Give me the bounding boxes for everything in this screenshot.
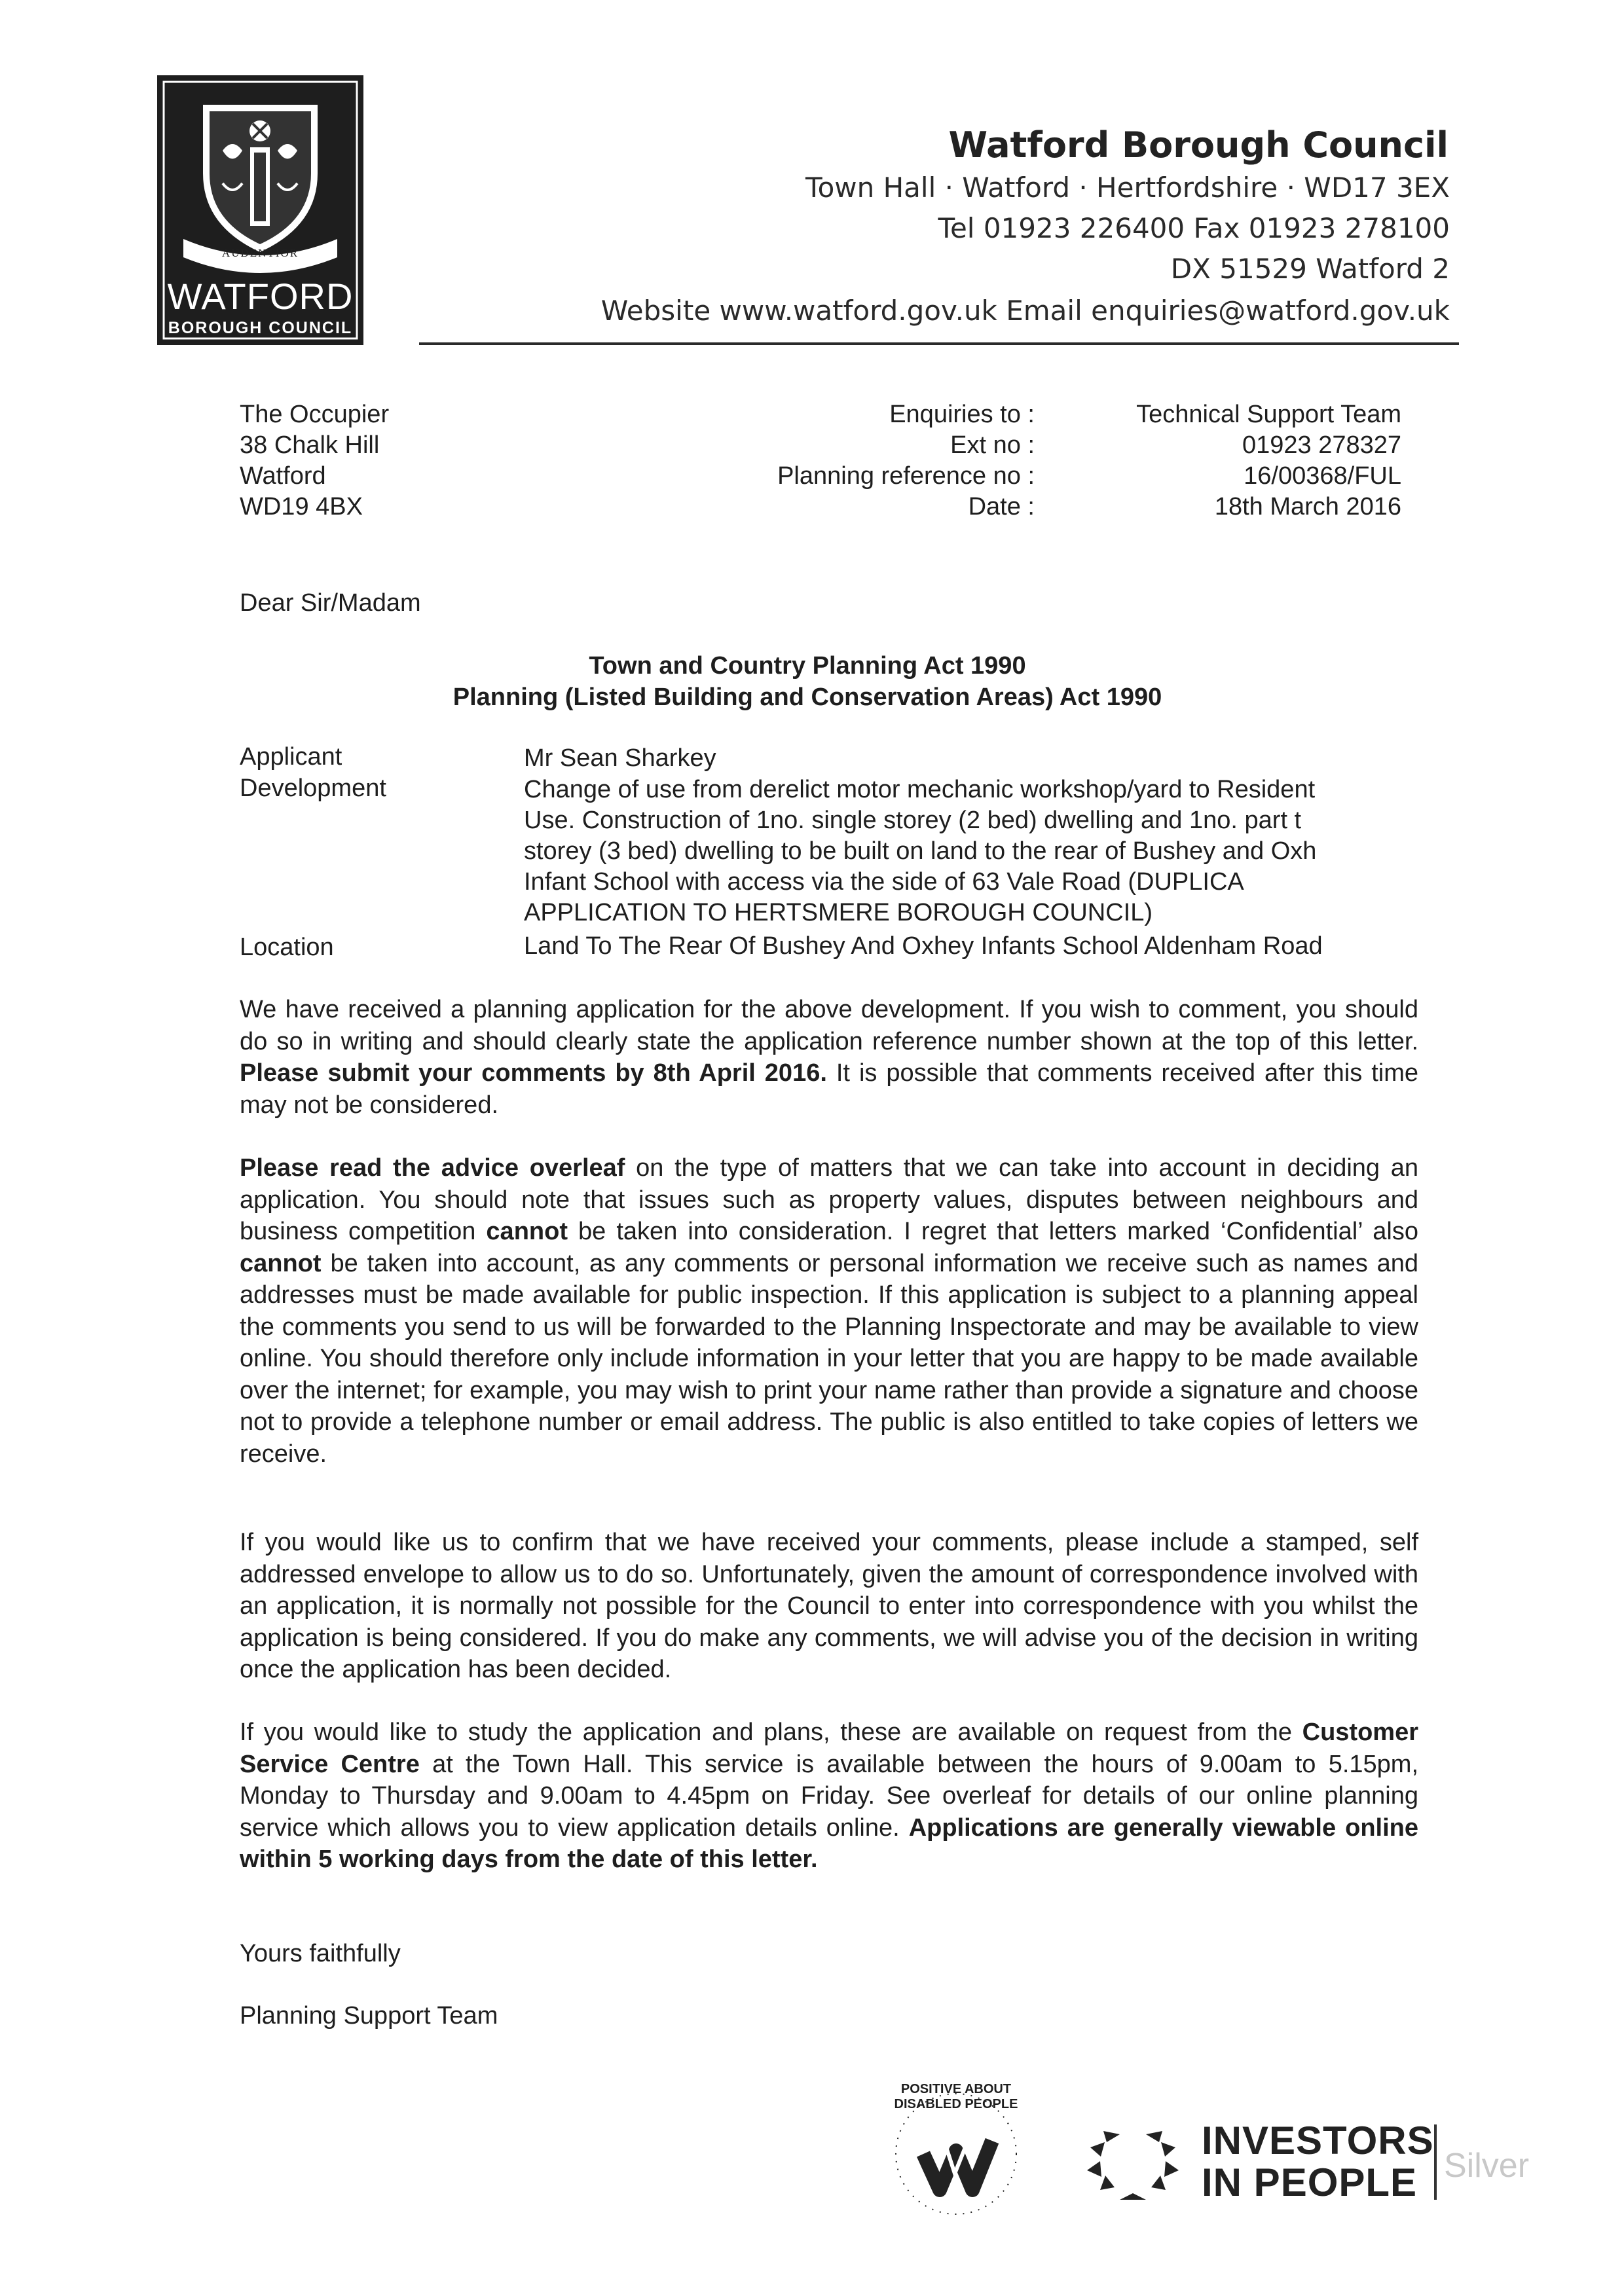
iip-divider bbox=[1434, 2124, 1437, 2200]
online-notice: Applications are generally viewable online within 5 working days from the date of this letter. bbox=[240, 1813, 1418, 1873]
meta-label: Date : bbox=[968, 493, 1035, 520]
address-line: Watford bbox=[240, 462, 326, 490]
development-line: Infant School with access via the side of 63 Vale Road (DUPLICA bbox=[524, 868, 1244, 896]
service-centre: Customer Service Centre bbox=[240, 1719, 1418, 1778]
header-divider bbox=[419, 342, 1459, 345]
paragraph-intro bbox=[240, 994, 1418, 1121]
council-name: Watford Borough Council bbox=[948, 124, 1449, 166]
advice-text: be taken into consideration. I regret that letters marked ‘Confidential’ also bbox=[567, 1218, 1418, 1245]
advice-text: on the type of matters that we can take into account in deciding an application. You should note that issues such as property values, disputes between neighbours and business competition bbox=[240, 1154, 1418, 1245]
meta-value: 16/00368/FUL bbox=[1244, 462, 1401, 490]
viewing-text: If you would like to study the application and plans, these are available on request from the bbox=[240, 1719, 1302, 1746]
advice-emphasis: cannot bbox=[486, 1218, 568, 1245]
logo-name: WATFORD bbox=[167, 276, 354, 317]
intro-text: We have received a planning application for the above development. If you wish to comment, you should do so in writing and should clearly state the application reference number shown at the top of this letter. bbox=[240, 996, 1418, 1055]
development-line: Use. Construction of 1no. single storey (2 bed) dwelling and 1no. part t bbox=[524, 807, 1302, 834]
paragraph-viewing bbox=[240, 1717, 1418, 1876]
reference-labels bbox=[694, 399, 1035, 522]
council-phone: Tel 01923 226400 Fax 01923 278100 bbox=[938, 212, 1450, 244]
iip-line: IN PEOPLE bbox=[1202, 2160, 1418, 2204]
address-line: 38 Chalk Hill bbox=[240, 431, 380, 459]
advice-emphasis: cannot bbox=[240, 1249, 322, 1277]
council-address: Town Hall · Watford · Hertfordshire · WD17 3EX bbox=[805, 172, 1450, 204]
deadline-text: Please submit your comments by 8th April 2016. bbox=[240, 1059, 827, 1087]
recipient-address bbox=[240, 399, 389, 522]
meta-label: Ext no : bbox=[950, 431, 1035, 459]
address-line: The Occupier bbox=[240, 401, 390, 428]
development-line: storey (3 bed) dwelling to be built on land to the rear of Bushey and Oxh bbox=[524, 837, 1317, 865]
viewing-text: at the Town Hall. This service is available between the hours of 9.00am to 5.15pm, Monday to Thursday and 9.00am to 4.45pm on Friday. See overleaf for details of our online planning service which allows you to view application details online. bbox=[240, 1750, 1418, 1842]
development-line: Change of use from derelict motor mechanic workshop/yard to Resident bbox=[524, 776, 1316, 803]
meta-value: Technical Support Team bbox=[1136, 401, 1401, 428]
development-label: Development bbox=[240, 774, 386, 802]
act-titles bbox=[240, 650, 1375, 713]
signature: Planning Support Team bbox=[240, 2002, 498, 2030]
meta-value: 01923 278327 bbox=[1242, 431, 1401, 459]
paragraph-advice bbox=[240, 1152, 1418, 1470]
laurel-icon bbox=[1077, 2111, 1189, 2210]
applicant-label: Applicant bbox=[240, 743, 342, 771]
council-logo bbox=[157, 75, 363, 345]
council-web: Website www.watford.gov.uk Email enquiries@watford.gov.uk bbox=[600, 295, 1450, 327]
meta-label: Enquiries to : bbox=[889, 401, 1035, 428]
investors-in-people-logo bbox=[1077, 2111, 1189, 2213]
development-line: APPLICATION TO HERTSMERE BOROUGH COUNCIL) bbox=[524, 899, 1153, 926]
iip-level: Silver bbox=[1444, 2147, 1530, 2185]
logo-motto: AUDENTIOR bbox=[221, 247, 299, 259]
iip-line: INVESTORS bbox=[1202, 2119, 1434, 2162]
meta-value: 18th March 2016 bbox=[1214, 493, 1401, 520]
logo-subtitle: BOROUGH COUNCIL bbox=[168, 319, 353, 337]
iip-wordmark bbox=[1202, 2120, 1434, 2204]
council-dx: DX 51529 Watford 2 bbox=[1170, 253, 1450, 285]
advice-heading: Please read the advice overleaf bbox=[240, 1154, 625, 1182]
address-line: WD19 4BX bbox=[240, 493, 363, 520]
location-label: Location bbox=[240, 934, 334, 961]
intro-text-end: It is possible that comments received after this time may not be considered. bbox=[240, 1059, 1418, 1119]
closing: Yours faithfully bbox=[240, 1940, 401, 1967]
advice-text: be taken into account, as any comments or personal information we receive such as names and addresses must be made available for public inspection. If this application is subject to a planning appeal the comments you send to us will be forwarded to the Planning Inspectorate and may be available to view online. You should therefore only include information in your letter that you are happy to be made available over the internet; for example, you may wish to print your name rather than provide a signature and choose not to provide a telephone number or email address. The public is also entitled to take copies of letters we receive. bbox=[240, 1249, 1418, 1468]
reference-values bbox=[1061, 399, 1401, 522]
paragraph-confirmation: If you would like us to confirm that we have received your comments, please include a stamped, self addressed envelope to allow us to do so. Unfortunately, given the amount of correspondence involved with an application, it is normally not possible for the Council to enter into correspondence with you whilst the application is being considered. If you do make any comments, we will advise you of the decision in writing once the application has been decided. bbox=[240, 1529, 1418, 1683]
disability-badge-text: POSITIVE ABOUT DISABLED PEOPLE bbox=[894, 2082, 1018, 2111]
act-title: Planning (Listed Building and Conservation Areas) Act 1990 bbox=[452, 683, 1162, 711]
applicant-value: Mr Sean Sharkey bbox=[524, 744, 716, 772]
act-title: Town and Country Planning Act 1990 bbox=[589, 652, 1026, 680]
positive-about-disabled-people-logo bbox=[877, 2075, 1035, 2236]
development-description bbox=[524, 774, 1405, 928]
greeting: Dear Sir/Madam bbox=[240, 589, 421, 617]
location-value: Land To The Rear Of Bushey And Oxhey Infants School Aldenham Road bbox=[524, 932, 1323, 960]
meta-label: Planning reference no : bbox=[777, 462, 1035, 490]
